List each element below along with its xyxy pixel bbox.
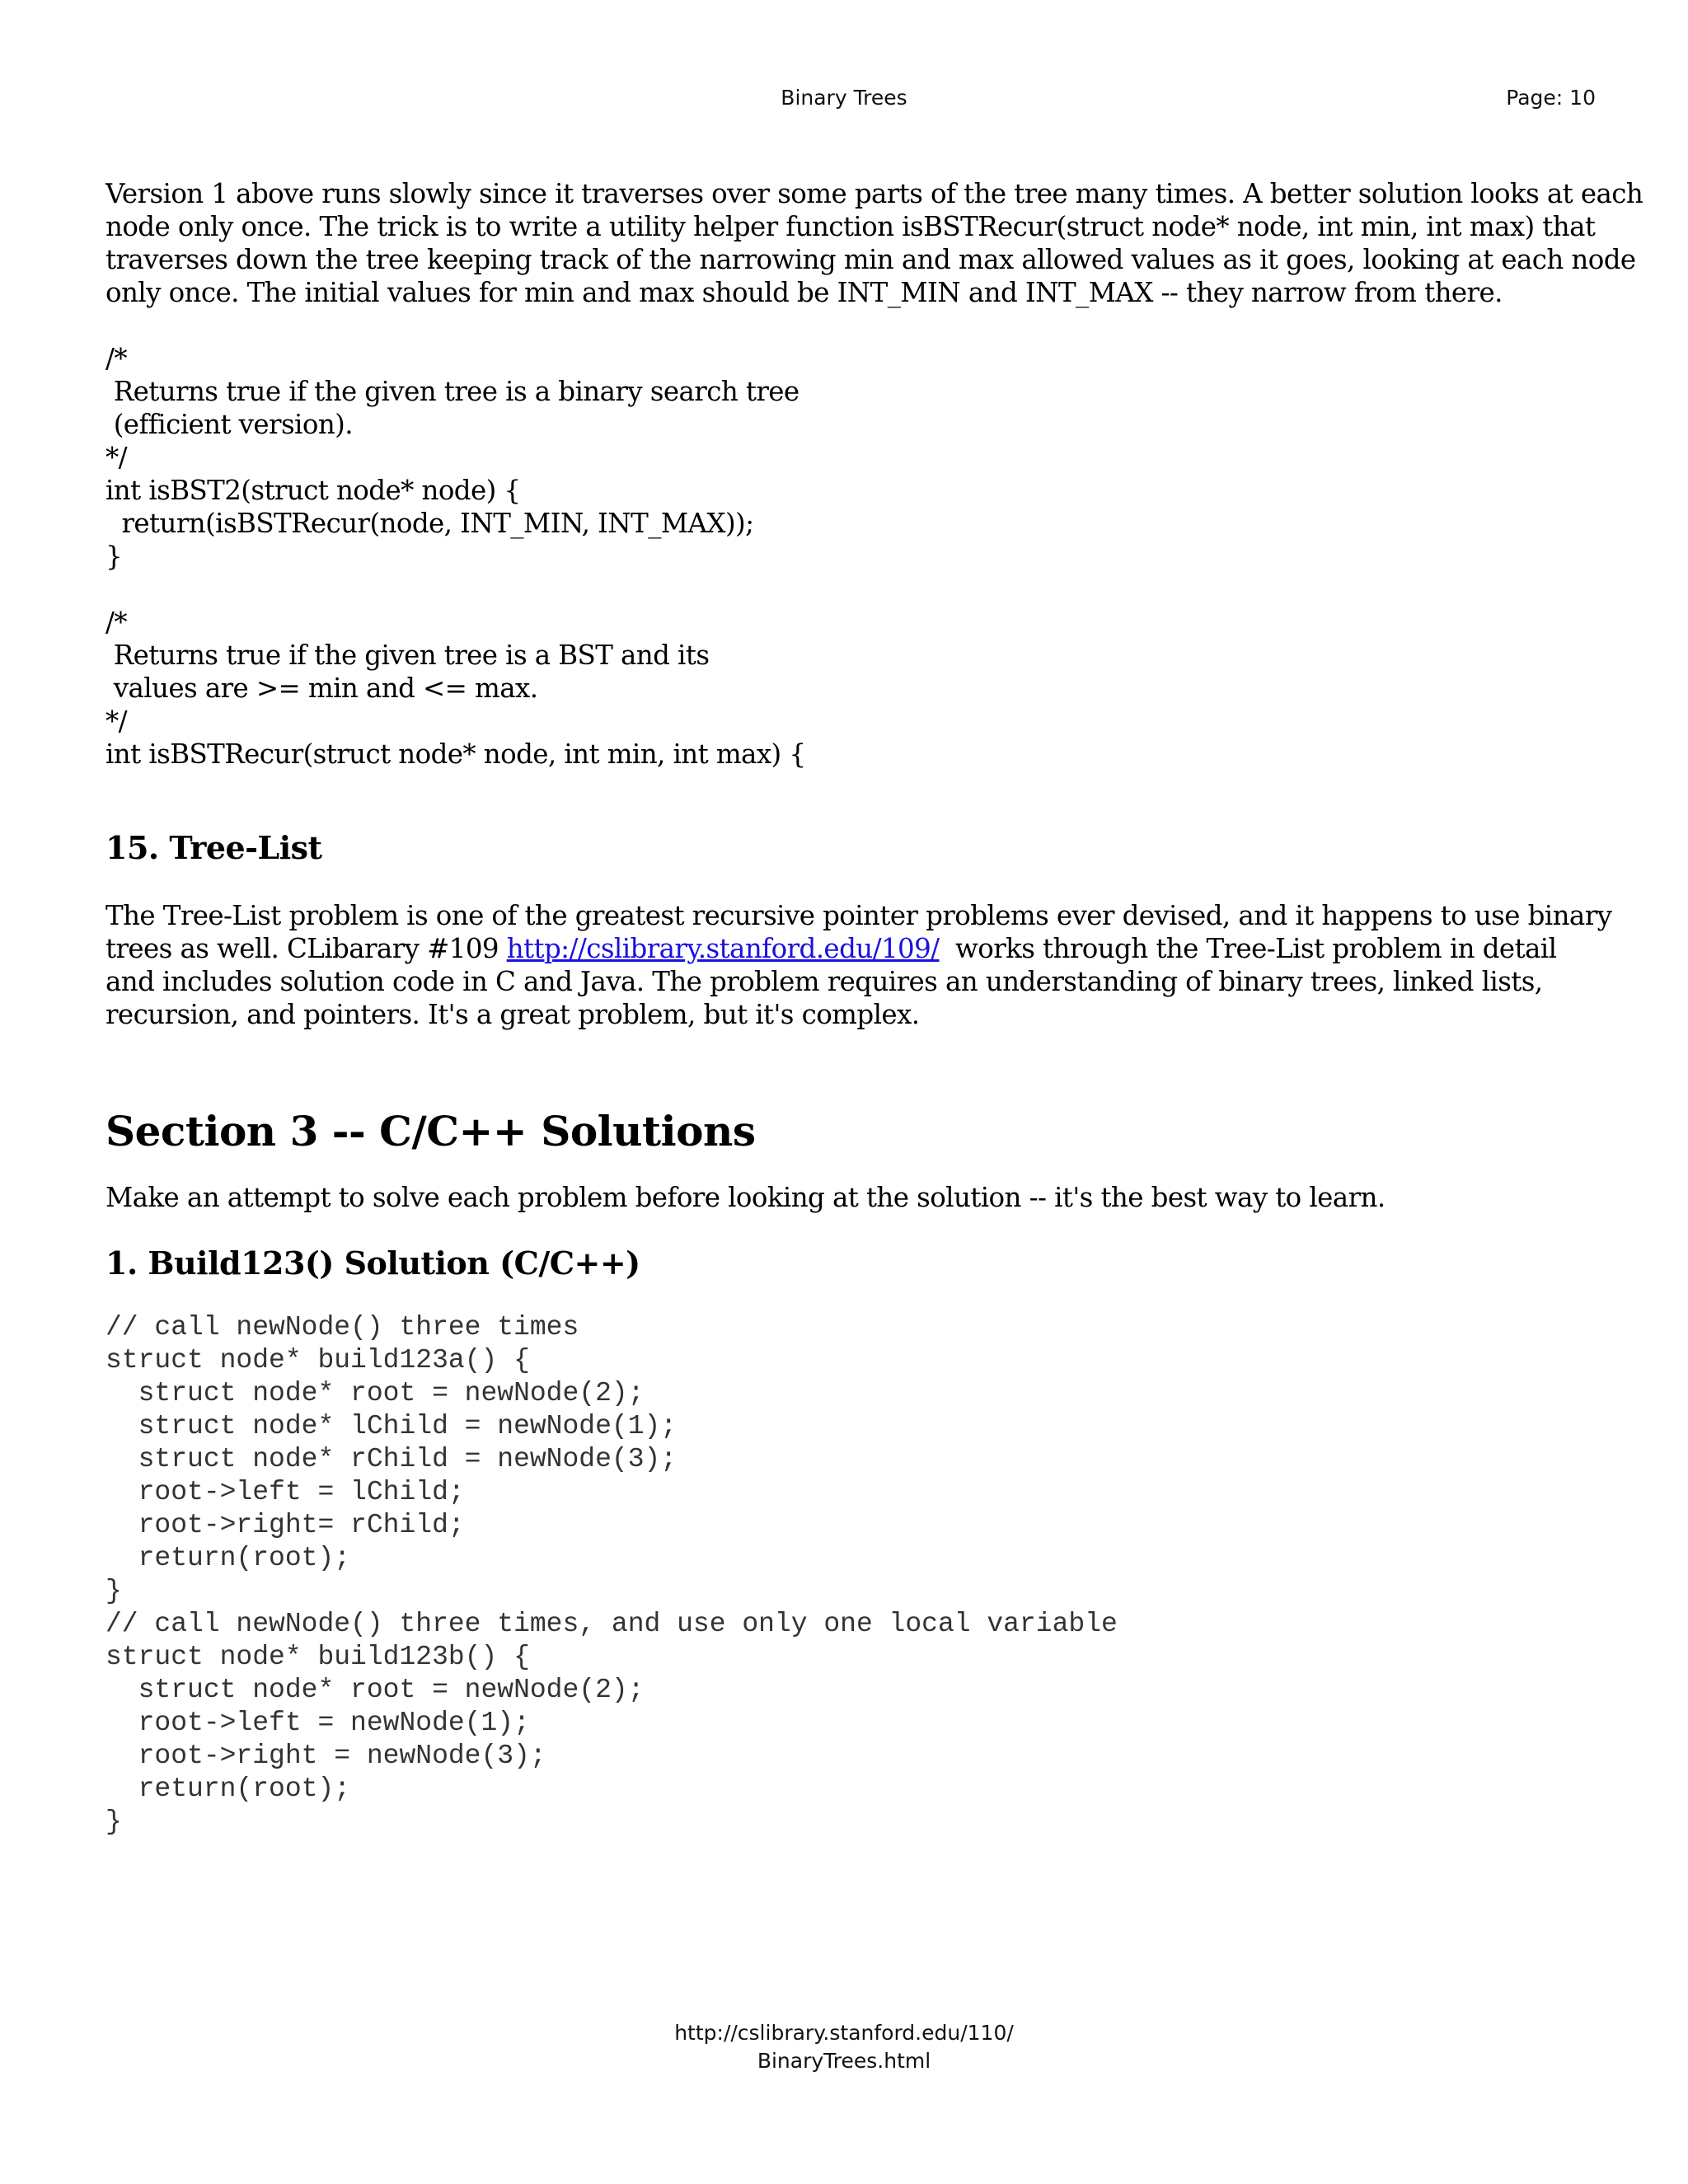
code-line: } [106,1807,122,1837]
code-line: struct node* rChild = newNode(3); [106,1444,678,1474]
code-line: return(root); [106,1774,351,1804]
code-line: int isBST2(struct node* node) { [106,475,521,506]
intro-paragraph [106,177,1643,309]
build123-heading: 1. Build123() Solution (C/C++) [106,1244,640,1282]
code-line: } [106,1576,122,1606]
tree-list-heading: 15. Tree-List [106,829,322,866]
page-number: Page: 10 [1506,86,1596,110]
code-line: */ [106,705,127,737]
code-line: int isBSTRecur(struct node* node, int min, int max) { [106,738,806,770]
text-line: Version 1 above runs slowly since it traverses over some parts of the tree many times. A better solution looks at each [106,178,1643,209]
build123-code [106,1311,1614,1839]
section-3-heading: Section 3 -- C/C++ Solutions [106,1107,756,1155]
code-line: struct node* build123a() { [106,1345,530,1376]
text-line: traverses down the tree keeping track of the narrowing min and max allowed values as it goes, looking at each node [106,244,1636,275]
code-line: values are >= min and <= max. [106,673,538,704]
code-isbstrecur [106,606,1614,771]
text-fragment: works through the Tree-List problem in detail [939,933,1557,964]
page-footer [0,2019,1688,2075]
page-content [106,177,1643,1839]
code-line: struct node* root = newNode(2); [106,1378,645,1408]
code-line: Returns true if the given tree is a binary search tree [106,376,799,407]
text-line: only once. The initial values for min and max should be INT_MIN and INT_MAX -- they narrow from there. [106,277,1503,308]
code-line: Returns true if the given tree is a BST and its [106,640,710,671]
cslibrary-109-link[interactable]: http://cslibrary.stanford.edu/109/ [506,933,940,964]
code-line: // call newNode() three times, and use only one local variable [106,1609,1118,1639]
code-line: /* [106,607,127,638]
code-line: root->left = lChild; [106,1477,465,1507]
running-header-title: Binary Trees [781,86,907,110]
footer-filename: BinaryTrees.html [757,2049,931,2073]
text-line: and includes solution code in C and Java. The problem requires an understanding of binary trees, linked lists, [106,966,1543,997]
code-isbst2 [106,342,1614,573]
code-line: struct node* build123b() { [106,1642,530,1672]
code-line: */ [106,442,127,473]
code-line: } [106,541,123,572]
footer-url: http://cslibrary.stanford.edu/110/ [674,2021,1014,2045]
code-line: // call newNode() three times [106,1312,579,1343]
text-fragment: trees as well. CLibarary #109 [106,933,507,964]
code-line: struct node* root = newNode(2); [106,1675,645,1705]
tree-list-paragraph [106,899,1614,1031]
code-line: return(root); [106,1543,351,1573]
code-line: root->right = newNode(3); [106,1741,546,1771]
code-line: struct node* lChild = newNode(1); [106,1411,678,1441]
code-line: (efficient version). [106,409,353,440]
text-line: node only once. The trick is to write a utility helper function isBSTRecur(struct node* node, int min, int max) that [106,211,1596,242]
code-line: root->right= rChild; [106,1510,465,1540]
section-3-intro: Make an attempt to solve each problem before looking at the solution -- it's the best way to learn. [106,1182,1386,1213]
text-line: The Tree-List problem is one of the greatest recursive pointer problems ever devised, and it happens to use binary [106,900,1612,931]
text-line: recursion, and pointers. It's a great problem, but it's complex. [106,999,920,1030]
code-line: root->left = newNode(1); [106,1708,530,1738]
text-line [106,932,1614,965]
code-line: /* [106,343,127,374]
code-line: return(isBSTRecur(node, INT_MIN, INT_MAX)); [106,508,754,539]
